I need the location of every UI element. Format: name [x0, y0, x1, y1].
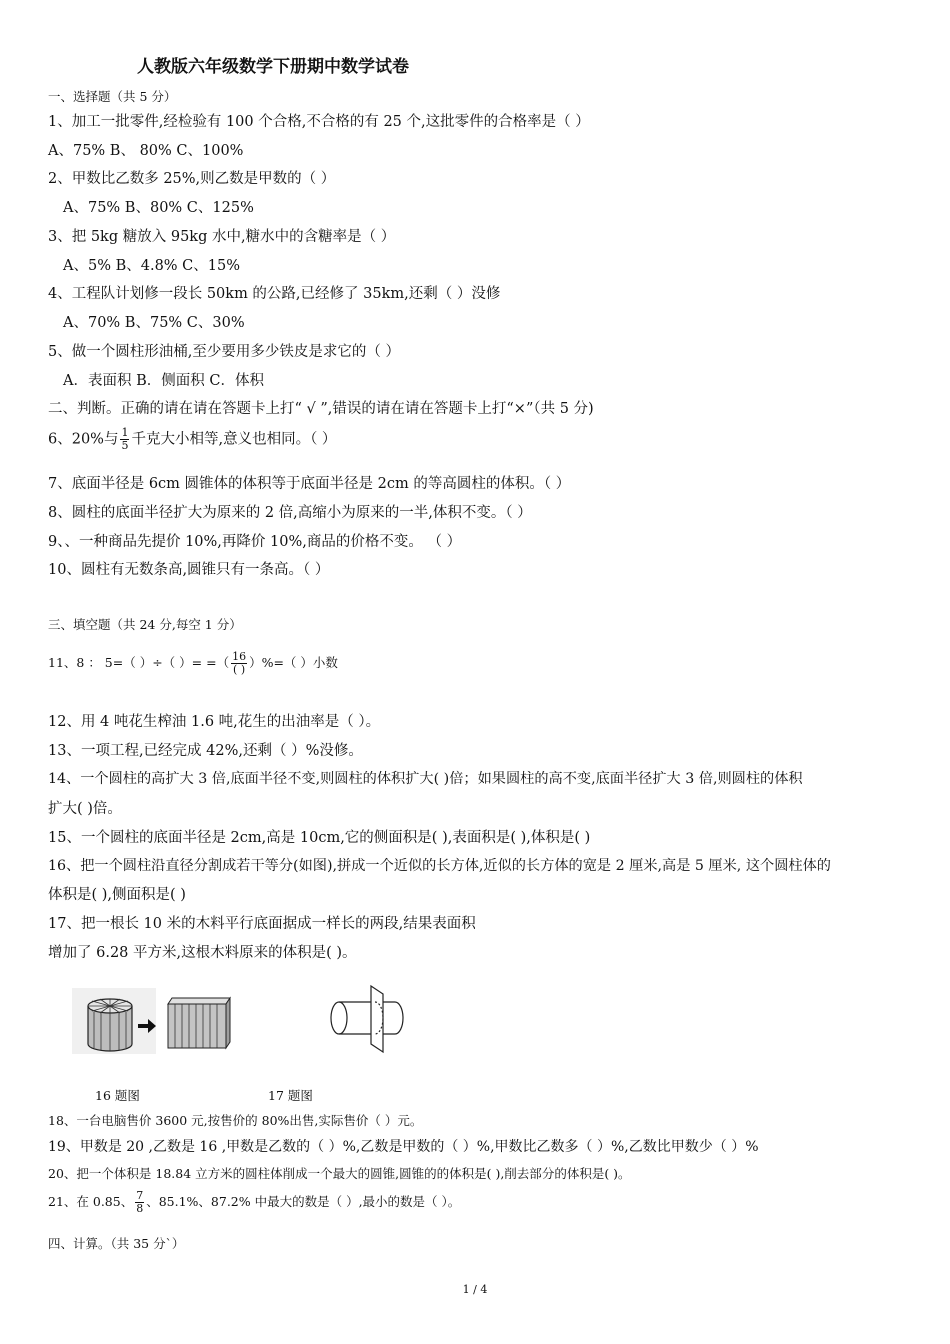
figure-17-caption: 17 题图	[268, 1088, 313, 1103]
approx-cuboid	[168, 998, 230, 1048]
question-1-options: A、75% B、 80% C、100%	[48, 143, 244, 159]
question-9: 9、、一种商品先提价 10%,再降价 10%,商品的价格不变。 （ ）	[48, 534, 462, 550]
question-12: 12、用 4 吨花生榨油 1.6 吨,花生的出油率是（ ）。	[48, 714, 381, 730]
section-2-heading: 二、判断。正确的请在请在答题卡上打“ √ ”,错误的请在请在答题卡上打“×”（共 5 分)	[48, 401, 594, 417]
question-5: 5、做一个圆柱形油桶,至少要用多少铁皮是求它的（ ）	[48, 344, 400, 360]
fraction-one-fifth	[120, 427, 129, 452]
question-21-prefix: 21、在 0.85、	[48, 1194, 134, 1209]
question-2-options: A、75% B、80% C、125%	[63, 200, 254, 216]
question-4-options: A、70% B、75% C、30%	[63, 315, 245, 331]
question-14-line-1: 14、一个圆柱的高扩大 3 倍,底面半径不变,则圆柱的体积扩大( )倍；如果圆柱的高不变,底面半径扩大 3 倍,则圆柱的体积	[48, 771, 803, 787]
fraction-numerator: 7	[136, 1189, 144, 1202]
section-3-heading: 三、填空题（共 24 分,每空 1 分）	[48, 617, 242, 632]
question-3: 3、把 5kg 糖放入 95kg 水中,糖水中的含糖率是（ ）	[48, 229, 396, 245]
question-13: 13、一项工程,已经完成 42%,还剩（ ）%没修。	[48, 743, 363, 759]
question-19: 19、甲数是 20 ,乙数是 16 ,甲数是乙数的（ ）%,乙数是甲数的（ ）%,甲数比乙数多（ ）%,乙数比甲数少（ ）%	[48, 1139, 759, 1155]
question-14-line-2: 扩大( )倍。	[48, 801, 122, 817]
page-number: 1 / 4	[462, 1283, 488, 1296]
question-18: 18、一台电脑售价 3600 元,按售价的 80%出售,实际售价（ ）元。	[48, 1113, 423, 1128]
question-1: 1、加工一批零件,经检验有 100 个合格,不合格的有 25 个,这批零件的合格率是（ ）	[48, 114, 590, 130]
fraction-numerator: 1	[121, 426, 129, 439]
question-7: 7、底面半径是 6cm 圆锥体的体积等于底面半径是 2cm 的等高圆柱的体积。（ ）	[48, 476, 571, 492]
section-1-heading: 一、选择题（共 5 分）	[48, 89, 177, 104]
figure-16-cylinder-to-cuboid	[70, 986, 250, 1058]
question-11-suffix: ）%=（ ）小数	[249, 655, 338, 670]
question-4: 4、工程队计划修一段长 50km 的公路,已经修了 35km,还剩（ ）没修	[48, 286, 501, 302]
question-16-line-2: 体积是( ),侧面积是( )	[48, 887, 186, 903]
question-17-line-1: 17、把一根长 10 米的木料平行底面据成一样长的两段,结果表面积	[48, 916, 476, 932]
cylinder-sliced	[88, 999, 132, 1051]
section-4-heading: 四、计算。（共 35 分`）	[48, 1236, 185, 1251]
question-11-prefix: 11、8 ： 5=（ ）÷（ ）= =（	[48, 655, 230, 670]
fraction-seven-eighths	[135, 1190, 144, 1215]
question-6-prefix: 6、20%与	[48, 431, 119, 448]
question-5-options: A．表面积 B．侧面积 C．体积	[63, 373, 264, 389]
question-11	[48, 651, 338, 676]
question-2: 2、甲数比乙数多 25%,则乙数是甲数的（ ）	[48, 171, 336, 187]
question-16-line-1: 16、把一个圆柱沿直径分割成若干等分(如图),拼成一个近似的长方体,近似的长方体的宽是 2 厘米,高是 5 厘米, 这个圆柱体的	[48, 858, 831, 874]
question-21-suffix: 、85.1%、87.2% 中最大的数是（ ）,最小的数是（ ）。	[146, 1194, 461, 1209]
fraction-16-over-blank	[231, 651, 247, 676]
page-title: 人教版六年级数学下册期中数学试卷	[137, 57, 409, 77]
figure-17-cylinder-cut	[325, 982, 410, 1058]
question-10: 10、圆柱有无数条高,圆锥只有一条高。（ ）	[48, 562, 330, 578]
question-3-options: A、5% B、4.8% C、15%	[63, 258, 241, 274]
fraction-denominator: 8	[136, 1202, 144, 1215]
cylinder-with-cut-plane	[331, 986, 403, 1052]
figure-16-caption: 16 题图	[95, 1088, 140, 1103]
question-20: 20、把一个体积是 18.84 立方米的圆柱体削成一个最大的圆锥,圆锥的的体积是( ),削去部分的体积是( )。	[48, 1166, 631, 1181]
question-6-suffix: 千克大小相等,意义也相同。（ ）	[131, 431, 337, 448]
question-6	[48, 427, 336, 452]
fraction-numerator: 16	[232, 650, 247, 663]
question-17-line-2: 增加了 6.28 平方米,这根木料原来的体积是( )。	[48, 945, 357, 961]
question-21	[48, 1190, 460, 1215]
fraction-denominator: ( )	[233, 663, 246, 676]
fraction-denominator: 5	[121, 439, 129, 452]
question-15: 15、一个圆柱的底面半径是 2cm,高是 10cm,它的侧面积是( ),表面积是( ),体积是( )	[48, 830, 591, 846]
question-8: 8、圆柱的底面半径扩大为原来的 2 倍,高缩小为原来的一半,体积不变。（ ）	[48, 505, 532, 521]
